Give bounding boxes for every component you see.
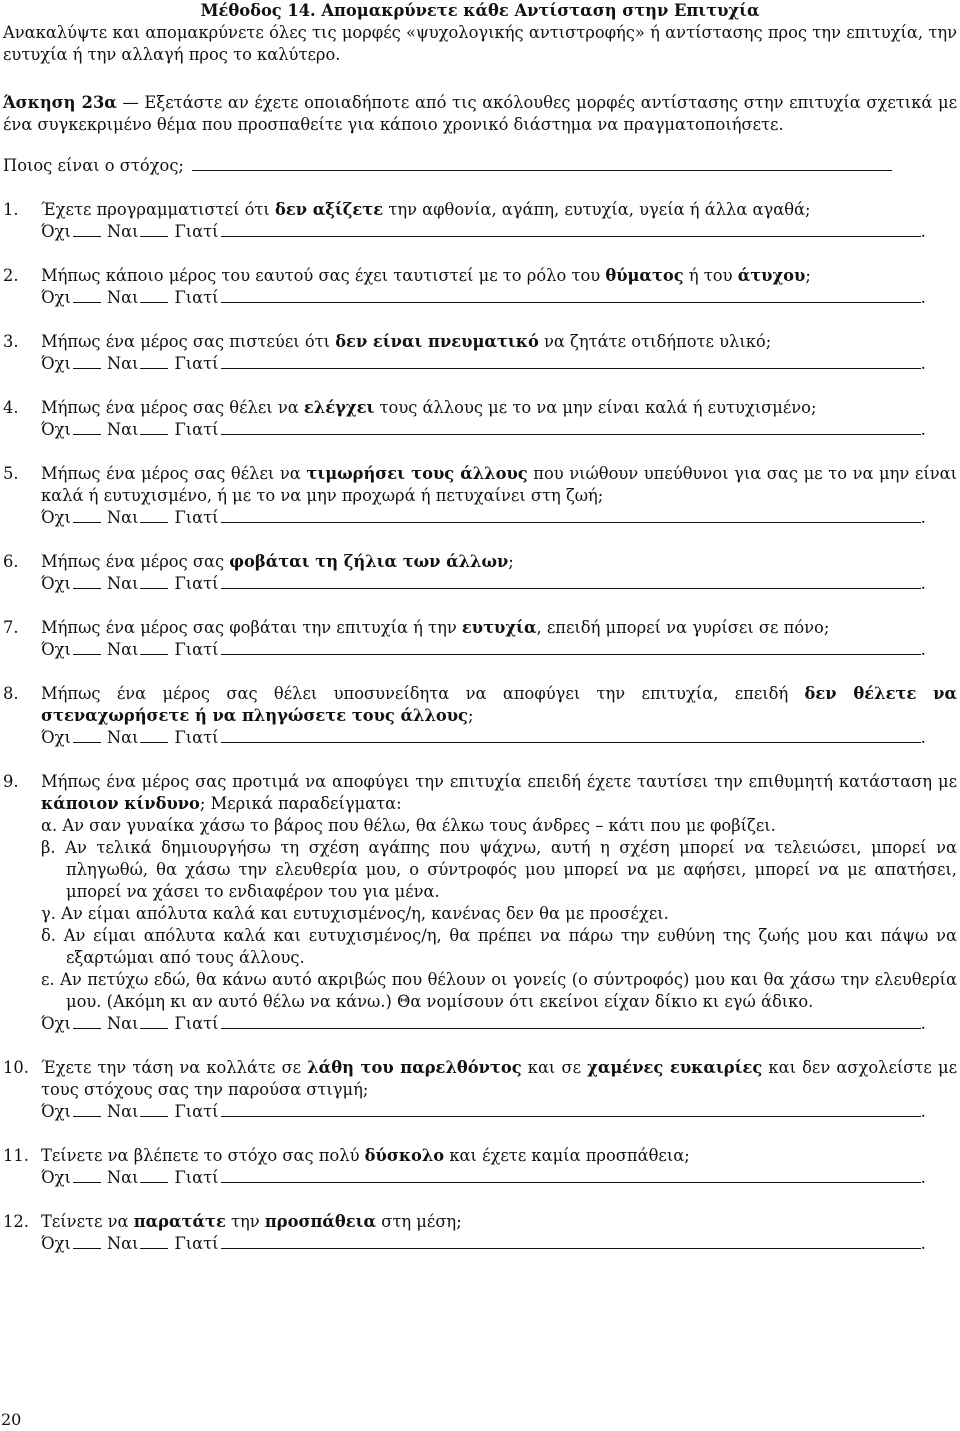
question-text — [41, 199, 957, 221]
answer-why-line[interactable] — [221, 1014, 921, 1029]
question-text-segment: Μήπως ένα μέρος σας θέλει να — [41, 464, 307, 483]
question-text-segment: Τείνετε να — [41, 1212, 134, 1231]
answer-no-label: Όχι — [41, 574, 71, 593]
exercise-label: Άσκηση 23α — [3, 93, 117, 112]
answer-no-label: Όχι — [41, 354, 71, 373]
question-text-segment: ; — [805, 266, 811, 285]
question-text — [41, 331, 957, 353]
question-text-segment: Μήπως ένα μέρος σας πιστεύει ότι — [41, 332, 336, 351]
question-body — [41, 265, 957, 309]
answer-no-label: Όχι — [41, 420, 71, 439]
question-text-segment: Μήπως κάποιο μέρος του εαυτού σας έχει ταυτιστεί με το ρόλο του — [41, 266, 606, 285]
answer-row — [41, 353, 957, 375]
question-text-segment: , επειδή μπορεί να γυρίσει σε πόνο; — [536, 618, 830, 637]
question-text — [41, 683, 957, 727]
question-number: 9. — [3, 772, 19, 791]
answer-row — [41, 639, 957, 661]
answer-no-blank[interactable] — [73, 420, 101, 435]
answer-end-period: . — [920, 728, 926, 747]
answer-why-label: Γιατί — [174, 1234, 219, 1253]
question-item — [3, 331, 957, 375]
question-number: 10. — [3, 1058, 29, 1077]
answer-row — [41, 573, 957, 595]
answer-yes-blank[interactable] — [140, 354, 168, 369]
answer-no-blank[interactable] — [73, 574, 101, 589]
method-intro: Ανακαλύψτε και απομακρύνετε όλες τις μορφές «ψυχολογικής αντιστροφής» ή αντίστασης προς την επιτυχία, την ευτυχία ή την αλλαγή προς το καλύτερο. — [3, 23, 957, 64]
question-text — [41, 1145, 957, 1167]
exercise-text: — Εξετάστε αν έχετε οποιαδήποτε από τις ακόλουθες μορφές αντίστασης στην επιτυχία σχετικά με ένα συγκεκριμένο θέμα που προσπαθείτε για κάποιο χρονικό διάστημα να πραγματοποιήσετε. — [3, 93, 957, 134]
answer-why-label: Γιατί — [174, 420, 219, 439]
question-text — [41, 1057, 957, 1101]
answer-yes-blank[interactable] — [140, 728, 168, 743]
question-item — [3, 551, 957, 595]
question-text — [41, 463, 957, 507]
answer-yes-label: Ναι — [106, 508, 139, 527]
answer-yes-label: Ναι — [106, 640, 139, 659]
answer-why-label: Γιατί — [174, 574, 219, 593]
question-emphasis: φοβάται τη ζήλια των άλλων — [229, 552, 509, 571]
answer-end-period: . — [920, 640, 926, 659]
answer-yes-label: Ναι — [106, 728, 139, 747]
answer-why-label: Γιατί — [174, 640, 219, 659]
answer-yes-blank[interactable] — [140, 574, 168, 589]
question-text-segment: και σε — [521, 1058, 588, 1077]
answer-why-line[interactable] — [221, 288, 921, 303]
question-number: 8. — [3, 684, 19, 703]
question-emphasis: χαμένες ευκαιρίες — [587, 1058, 763, 1077]
answer-no-blank[interactable] — [73, 508, 101, 523]
answer-no-label: Όχι — [41, 288, 71, 307]
answer-why-label: Γιατί — [174, 508, 219, 527]
question-body — [41, 1145, 957, 1189]
answer-yes-blank[interactable] — [140, 1234, 168, 1249]
answer-row — [41, 1013, 957, 1035]
answer-why-label: Γιατί — [174, 1014, 219, 1033]
question-text — [41, 397, 957, 419]
answer-no-blank[interactable] — [73, 1102, 101, 1117]
question-text-segment: στη μέση; — [376, 1212, 462, 1231]
question-text-segment: Μήπως ένα μέρος σας προτιμά να αποφύγει την επιτυχία επειδή έχετε ταυτίσει την επιθυμητή κατάσταση με — [41, 772, 957, 791]
answer-yes-label: Ναι — [106, 1014, 139, 1033]
question-text — [41, 617, 957, 639]
answer-why-line[interactable] — [221, 574, 921, 589]
question-item — [3, 199, 957, 243]
answer-row — [41, 507, 957, 529]
question-number: 6. — [3, 552, 19, 571]
questions-list — [3, 199, 957, 1255]
question-item — [3, 683, 957, 749]
question-text-segment: ή του — [683, 266, 738, 285]
answer-why-line[interactable] — [221, 640, 921, 655]
question-text-segment: Μήπως ένα μέρος σας θέλει να — [41, 398, 304, 417]
question-emphasis: δεν θέλετε να στεναχωρήσετε ή να πληγώσετε τους άλλους — [41, 684, 957, 725]
answer-why-line[interactable] — [221, 420, 921, 435]
question-emphasis: ελέγχει — [303, 398, 375, 417]
example-item: δ. Αν είμαι απόλυτα καλά και ευτυχισμένος/η, θα πρέπει να πάρω την ευθύνη της ζωής μου και πάψω να εξαρτώμαι από τους άλλους. — [41, 926, 957, 967]
question-body — [41, 463, 957, 529]
document-page — [3, 0, 957, 1255]
answer-yes-blank[interactable] — [140, 1102, 168, 1117]
question-emphasis: δεν είναι πνευματικό — [335, 332, 539, 351]
question-number: 1. — [3, 200, 19, 219]
question-text — [41, 1211, 957, 1233]
question-text-segment: Έχετε προγραμματιστεί ότι — [41, 200, 275, 219]
answer-end-period: . — [920, 1168, 926, 1187]
answer-end-period: . — [920, 574, 926, 593]
question-item — [3, 1211, 957, 1255]
answer-no-label: Όχι — [41, 640, 71, 659]
answer-why-line[interactable] — [221, 1102, 921, 1117]
question-item — [3, 463, 957, 529]
question-item — [3, 397, 957, 441]
answer-no-blank[interactable] — [73, 222, 101, 237]
answer-yes-blank[interactable] — [140, 222, 168, 237]
question-text-segment: και δεν ασχολείστε με τους στόχους σας την παρούσα στιγμή; — [41, 1058, 958, 1099]
question-body — [41, 683, 957, 749]
answer-why-line[interactable] — [221, 1234, 921, 1249]
question-item — [3, 1057, 957, 1123]
answer-no-blank[interactable] — [73, 640, 101, 655]
question-item — [3, 617, 957, 661]
question-number: 5. — [3, 464, 19, 483]
answer-yes-label: Ναι — [106, 574, 139, 593]
answer-yes-label: Ναι — [106, 288, 139, 307]
question-text-segment: Μήπως ένα μέρος σας φοβάται την επιτυχία ή την — [41, 618, 462, 637]
question-text-segment: την — [225, 1212, 265, 1231]
question-body — [41, 397, 957, 441]
answer-why-line[interactable] — [221, 508, 921, 523]
answer-yes-label: Ναι — [106, 420, 139, 439]
question-emphasis: παρατάτε — [133, 1212, 226, 1231]
answer-row — [41, 287, 957, 309]
question-body — [41, 617, 957, 661]
example-item: ε. Αν πετύχω εδώ, θα κάνω αυτό ακριβώς που θέλουν οι γονείς (ο σύντροφός) μου και θα χάσω την ελευθερία μου. (Ακόμη κι αν αυτό θέλω να κάνω.) Θα νομίσουν ότι εκείνοι είχαν δίκιο κι εγώ άδικο. — [41, 970, 957, 1011]
answer-no-label: Όχι — [41, 728, 71, 747]
question-body — [41, 551, 957, 595]
answer-why-label: Γιατί — [174, 222, 219, 241]
exercise-paragraph — [3, 92, 957, 136]
question-number: 7. — [3, 618, 19, 637]
answer-no-blank[interactable] — [73, 288, 101, 303]
answer-why-line[interactable] — [221, 354, 921, 369]
example-item: α. Αν σαν γυναίκα χάσω το βάρος που θέλω, θα έλκω τους άνδρες – κάτι που με φοβίζει. — [41, 816, 776, 835]
answer-yes-label: Ναι — [106, 1234, 139, 1253]
question-emphasis: προσπάθεια — [264, 1212, 377, 1231]
question-number: 11. — [3, 1146, 29, 1165]
answer-yes-blank[interactable] — [140, 640, 168, 655]
answer-end-period: . — [920, 1234, 926, 1253]
answer-why-line[interactable] — [221, 222, 921, 237]
question-text — [41, 551, 957, 573]
question-text-segment: ; — [467, 706, 474, 725]
answer-row — [41, 1233, 957, 1255]
goal-prompt: Ποιος είναι ο στόχος; — [3, 156, 184, 175]
question-body — [41, 1057, 957, 1123]
answer-no-label: Όχι — [41, 1234, 71, 1253]
question-text-segment: Τείνετε να βλέπετε το στόχο σας πολύ — [41, 1146, 365, 1165]
question-item — [3, 771, 957, 1035]
answer-yes-blank[interactable] — [140, 1168, 168, 1183]
goal-blank-line[interactable] — [192, 155, 892, 171]
answer-no-blank[interactable] — [73, 354, 101, 369]
answer-no-blank[interactable] — [73, 1234, 101, 1249]
answer-yes-blank[interactable] — [140, 420, 168, 435]
answer-end-period: . — [920, 508, 926, 527]
question-text-segment: Μήπως ένα μέρος σας — [41, 552, 230, 571]
answer-end-period: . — [920, 288, 926, 307]
question-text-segment: την αφθονία, αγάπη, ευτυχία, υγεία ή άλλα αγαθά; — [383, 200, 811, 219]
answer-no-label: Όχι — [41, 1102, 71, 1121]
method-title: Μέθοδος 14. Απομακρύνετε κάθε Αντίσταση στην Επιτυχία — [200, 1, 760, 20]
answer-no-blank[interactable] — [73, 1168, 101, 1183]
question-number: 2. — [3, 266, 19, 285]
answer-end-period: . — [920, 420, 926, 439]
page-number: 20 — [1, 1410, 22, 1429]
question-emphasis: λάθη του παρελθόντος — [307, 1058, 522, 1077]
answer-why-label: Γιατί — [174, 1102, 219, 1121]
question-text — [41, 265, 957, 287]
question-emphasis: άτυχου — [737, 266, 806, 285]
example-item: β. Αν τελικά δημιουργήσω τη σχέση αγάπης που ψάχνω, αυτή η σχέση μπορεί να τελειώσει, μπορεί να πληγωθώ, θα χάσω την ελευθερία μου, ο σύντροφός μου μπορεί να με αφήσει, μπορεί να με απατήσει, μπορεί να χάσει το ενδιαφέρον του για μένα. — [41, 838, 957, 901]
question-text-segment: που νιώθουν υπεύθυνοι για σας με το να μην είναι καλά ή ευτυχισμένο, ή με το να μην προχωρά ή πετυχαίνει στη ζωή; — [41, 464, 957, 505]
question-emphasis: κάποιον κίνδυνο — [41, 794, 200, 813]
question-body — [41, 1211, 957, 1255]
question-emphasis: θύματος — [605, 266, 684, 285]
question-text — [41, 771, 957, 815]
question-text-segment: να ζητάτε οτιδήποτε υλικό; — [538, 332, 772, 351]
answer-why-label: Γιατί — [174, 354, 219, 373]
question-text-segment: Έχετε την τάση να κολλάτε σε — [41, 1058, 308, 1077]
answer-no-label: Όχι — [41, 1014, 71, 1033]
answer-end-period: . — [920, 354, 926, 373]
answer-why-line[interactable] — [221, 1168, 921, 1183]
question-emphasis: δεν αξίζετε — [274, 200, 384, 219]
answer-yes-label: Ναι — [106, 222, 139, 241]
answer-no-label: Όχι — [41, 1168, 71, 1187]
question-number: 12. — [3, 1212, 29, 1231]
question-emphasis: τιμωρήσει τους άλλους — [306, 464, 528, 483]
question-text-segment: ; — [508, 552, 514, 571]
question-body — [41, 199, 957, 243]
question-text-segment: ; Μερικά παραδείγματα: — [199, 794, 402, 813]
answer-end-period: . — [920, 1102, 926, 1121]
answer-yes-blank[interactable] — [140, 508, 168, 523]
answer-no-blank[interactable] — [73, 1014, 101, 1029]
question-number: 4. — [3, 398, 19, 417]
answer-row — [41, 419, 957, 441]
question-text-segment: τους άλλους με το να μην είναι καλά ή ευτυχισμένο; — [374, 398, 817, 417]
answer-yes-label: Ναι — [106, 354, 139, 373]
answer-yes-blank[interactable] — [140, 1014, 168, 1029]
answer-no-label: Όχι — [41, 508, 71, 527]
question-emphasis: δύσκολο — [364, 1146, 445, 1165]
question-text-segment: και έχετε καμία προσπάθεια; — [444, 1146, 690, 1165]
answer-row — [41, 221, 957, 243]
answer-end-period: . — [920, 1014, 926, 1033]
question-number: 3. — [3, 332, 19, 351]
answer-yes-label: Ναι — [106, 1102, 139, 1121]
answer-yes-blank[interactable] — [140, 288, 168, 303]
question-body — [41, 331, 957, 375]
answer-yes-label: Ναι — [106, 1168, 139, 1187]
question-emphasis: ευτυχία — [461, 618, 537, 637]
answer-row — [41, 1167, 957, 1189]
example-item: γ. Αν είμαι απόλυτα καλά και ευτυχισμένος/η, κανένας δεν θα με προσέχει. — [41, 904, 669, 923]
answer-row — [41, 727, 957, 749]
answer-no-label: Όχι — [41, 222, 71, 241]
goal-row — [3, 155, 957, 177]
answer-no-blank[interactable] — [73, 728, 101, 743]
answer-why-label: Γιατί — [174, 288, 219, 307]
answer-why-label: Γιατί — [174, 1168, 219, 1187]
question-item — [3, 265, 957, 309]
question-item — [3, 1145, 957, 1189]
answer-why-line[interactable] — [221, 728, 921, 743]
question-text-segment: Μήπως ένα μέρος σας θέλει υποσυνείδητα να αποφύγει την επιτυχία, επειδή — [41, 684, 805, 703]
question-body — [41, 771, 957, 1035]
answer-end-period: . — [920, 222, 926, 241]
answer-why-label: Γιατί — [174, 728, 219, 747]
answer-row — [41, 1101, 957, 1123]
